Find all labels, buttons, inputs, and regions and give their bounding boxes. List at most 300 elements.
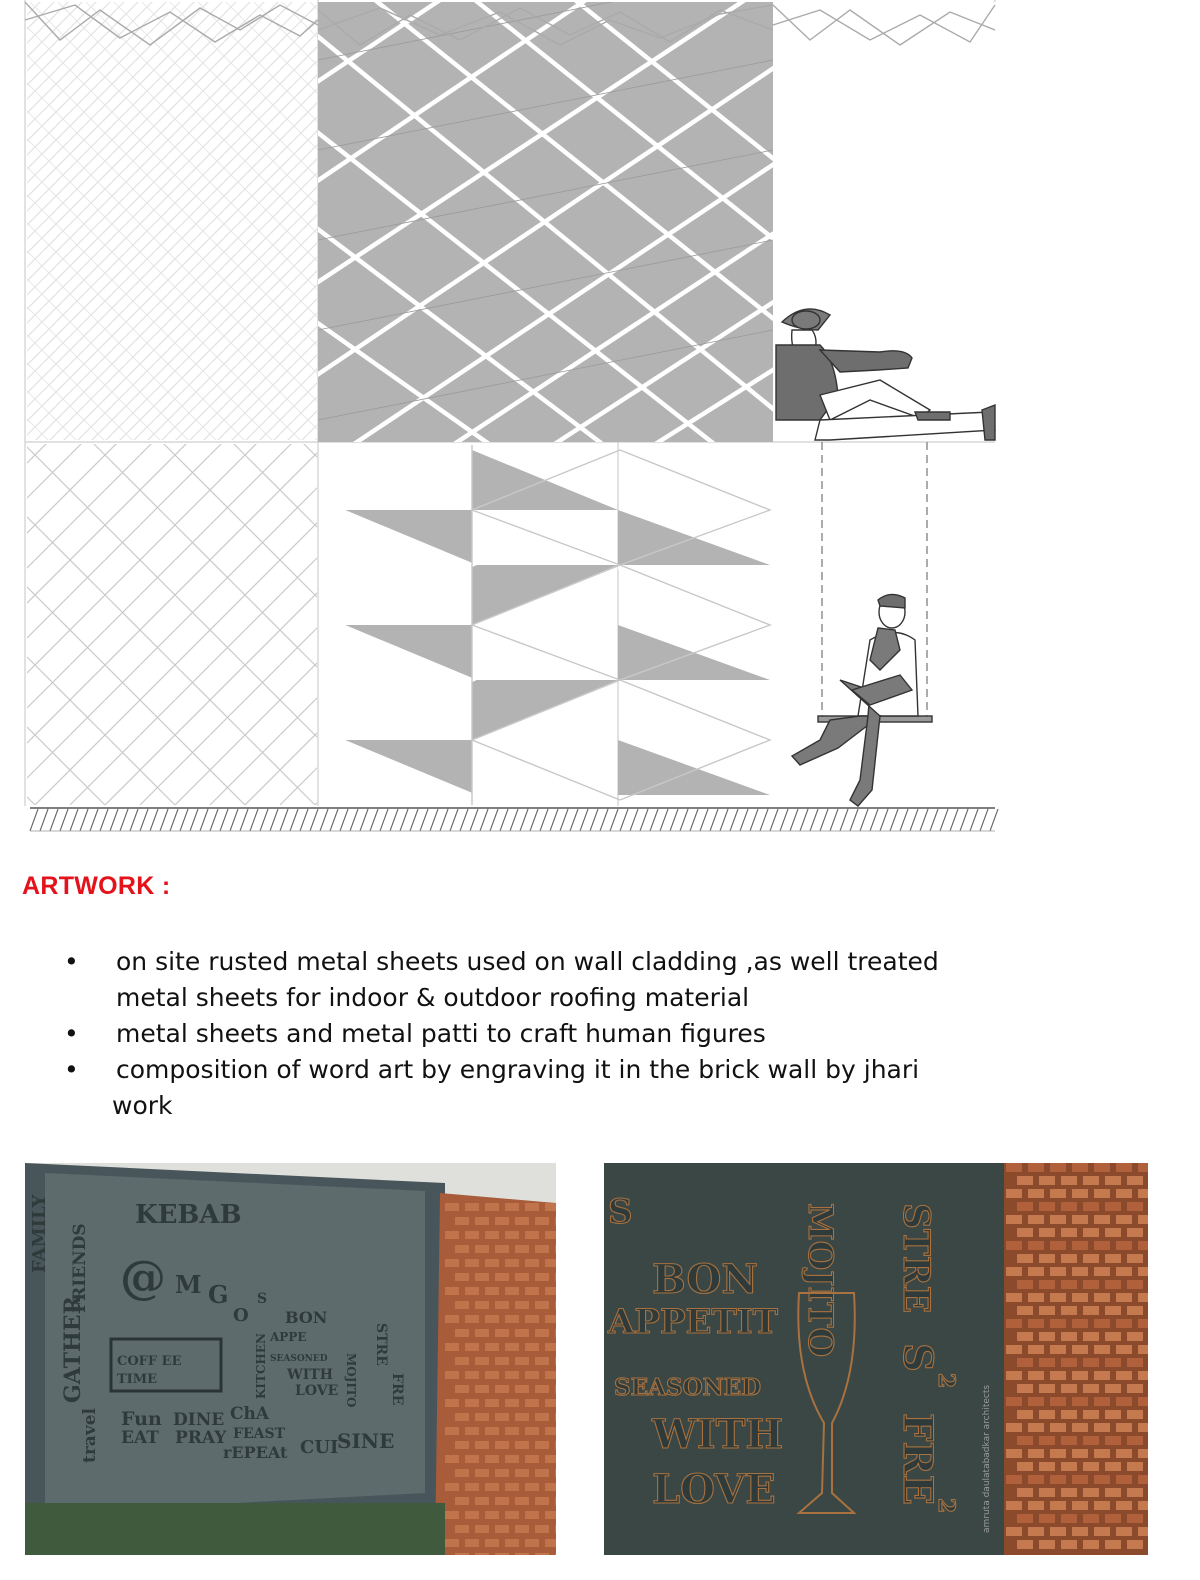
- brick: [515, 1553, 529, 1555]
- brick: [525, 1427, 539, 1435]
- brick: [495, 1301, 509, 1309]
- brick: [1094, 1371, 1110, 1380]
- brick: [455, 1469, 469, 1477]
- brick: [515, 1217, 529, 1225]
- brick: [1072, 1371, 1088, 1380]
- swinging-man-figure: [792, 594, 932, 806]
- brick: [1116, 1163, 1132, 1172]
- brick: [1039, 1358, 1055, 1367]
- brick: [1028, 1319, 1044, 1328]
- brick: [485, 1231, 499, 1239]
- brick: [1061, 1488, 1077, 1497]
- brick: [1061, 1436, 1077, 1445]
- brick: [1050, 1501, 1066, 1510]
- word-love: LOVE: [295, 1383, 339, 1399]
- word-cui: CUI: [300, 1437, 339, 1458]
- brick: [1105, 1306, 1121, 1315]
- brick: [1050, 1293, 1066, 1302]
- brick: [525, 1315, 539, 1323]
- brick: [1061, 1514, 1077, 1523]
- brick: [1094, 1267, 1110, 1276]
- brick: [1050, 1449, 1066, 1458]
- brick: [475, 1329, 489, 1337]
- brick: [485, 1315, 499, 1323]
- brick: [555, 1245, 556, 1253]
- brick: [505, 1203, 519, 1211]
- word-m: M: [175, 1270, 202, 1299]
- bullet-list: [60, 944, 1140, 1124]
- brick: [1039, 1410, 1055, 1419]
- brick: [465, 1203, 479, 1211]
- brick: [1094, 1189, 1110, 1198]
- brick: [1138, 1163, 1148, 1172]
- brick: [525, 1203, 539, 1211]
- word-with: WITH: [652, 1411, 784, 1458]
- brick: [455, 1329, 469, 1337]
- brick: [1094, 1501, 1110, 1510]
- word-fun: Fun: [121, 1408, 162, 1430]
- brick: [485, 1539, 499, 1547]
- brick: [1006, 1163, 1022, 1172]
- brick: [1116, 1423, 1132, 1432]
- brick: [1072, 1241, 1088, 1250]
- word-love: LOVE: [652, 1466, 776, 1513]
- brick: [1127, 1280, 1143, 1289]
- brick: [1127, 1462, 1143, 1471]
- word-time: TIME: [117, 1372, 158, 1387]
- brick: [465, 1511, 479, 1519]
- brick: [535, 1497, 549, 1505]
- brick: [525, 1343, 539, 1351]
- brick: [545, 1427, 556, 1435]
- brick: [455, 1553, 469, 1555]
- brick: [1061, 1202, 1077, 1211]
- seated-man-hat-figure: [776, 309, 995, 440]
- brick: [1028, 1397, 1044, 1406]
- word-fre: FRE: [389, 1373, 405, 1406]
- brick: [1017, 1514, 1033, 1523]
- brick: [1105, 1202, 1121, 1211]
- brick: [485, 1511, 499, 1519]
- brick: [1072, 1475, 1088, 1484]
- brick: [1083, 1540, 1099, 1549]
- brick: [485, 1343, 499, 1351]
- brick: [515, 1357, 529, 1365]
- brick: [555, 1217, 556, 1225]
- word-o: O: [233, 1305, 249, 1326]
- brick: [515, 1329, 529, 1337]
- brick: [545, 1343, 556, 1351]
- brick: [535, 1385, 549, 1393]
- brick: [1017, 1540, 1033, 1549]
- word-seasoned: SEASONED: [614, 1374, 762, 1401]
- brick: [535, 1469, 549, 1477]
- brick: [1017, 1280, 1033, 1289]
- brick: [1105, 1384, 1121, 1393]
- brick: [1105, 1228, 1121, 1237]
- brick: [1061, 1410, 1077, 1419]
- word-superscript-a: 2: [933, 1373, 959, 1389]
- word-s-mid: S: [894, 1343, 941, 1372]
- brick: [1050, 1241, 1066, 1250]
- brick: [505, 1315, 519, 1323]
- word-appe: APPE: [270, 1330, 307, 1344]
- brick: [465, 1371, 479, 1379]
- brick: [1105, 1514, 1121, 1523]
- word-mojito: MOJITO: [344, 1353, 358, 1408]
- brick: [1094, 1241, 1110, 1250]
- brick: [485, 1259, 499, 1267]
- brick: [1094, 1319, 1110, 1328]
- brick: [495, 1441, 509, 1449]
- brick: [1094, 1345, 1110, 1354]
- brick: [455, 1441, 469, 1449]
- brick: [1127, 1436, 1143, 1445]
- herringbone-panel-large: [27, 444, 317, 805]
- word-coffee: COFF EE: [117, 1354, 182, 1369]
- brick: [475, 1357, 489, 1365]
- brick: [1127, 1176, 1143, 1185]
- bullet-symbol: •: [64, 947, 79, 976]
- brick: [475, 1497, 489, 1505]
- brick: [1072, 1215, 1088, 1224]
- brick: [1127, 1306, 1143, 1315]
- word-seasoned: SEASONED: [270, 1354, 328, 1364]
- brick: [1050, 1397, 1066, 1406]
- brick: [1072, 1501, 1088, 1510]
- brick: [1094, 1475, 1110, 1484]
- brick: [1094, 1163, 1110, 1172]
- brick: [1105, 1540, 1121, 1549]
- brick: [455, 1273, 469, 1281]
- brick: [1061, 1254, 1077, 1263]
- brick: [1006, 1501, 1022, 1510]
- brick: [1127, 1202, 1143, 1211]
- brick: [505, 1259, 519, 1267]
- brick: [545, 1259, 556, 1267]
- brick: [1039, 1306, 1055, 1315]
- brick: [1017, 1358, 1033, 1367]
- brick: [1006, 1449, 1022, 1458]
- brick: [1127, 1410, 1143, 1419]
- brick: [505, 1539, 519, 1547]
- brick: [445, 1511, 459, 1519]
- brick: [525, 1399, 539, 1407]
- brick: [1006, 1241, 1022, 1250]
- brick: [465, 1539, 479, 1547]
- brick: [455, 1497, 469, 1505]
- brick: [1083, 1384, 1099, 1393]
- brick: [1028, 1475, 1044, 1484]
- brick: [1017, 1202, 1033, 1211]
- brick: [445, 1539, 459, 1547]
- brick: [1105, 1280, 1121, 1289]
- photo-word-art-wall: [25, 1163, 556, 1555]
- word-s: S: [257, 1291, 268, 1307]
- brick: [465, 1231, 479, 1239]
- brick: [1061, 1540, 1077, 1549]
- bullet-symbol: •: [64, 1019, 79, 1048]
- bullet-text: on site rusted metal sheets used on wall cladding ,as well treated: [116, 947, 939, 976]
- word-stre: STRE: [373, 1323, 389, 1366]
- brick: [555, 1329, 556, 1337]
- brick: [1083, 1332, 1099, 1341]
- brick: [475, 1273, 489, 1281]
- brick: [1083, 1410, 1099, 1419]
- brick: [535, 1553, 549, 1555]
- brick: [1017, 1332, 1033, 1341]
- word-sine: SINE: [337, 1429, 395, 1453]
- word-at: @: [120, 1250, 166, 1304]
- brick: [1083, 1358, 1099, 1367]
- brick: [1017, 1488, 1033, 1497]
- brick: [495, 1525, 509, 1533]
- word-superscript-b: 2: [933, 1498, 959, 1514]
- brick: [1127, 1384, 1143, 1393]
- brick: [535, 1413, 549, 1421]
- brick: [535, 1441, 549, 1449]
- brick: [1050, 1345, 1066, 1354]
- brick: [1028, 1345, 1044, 1354]
- brick: [1039, 1254, 1055, 1263]
- brick: [545, 1483, 556, 1491]
- brick: [1138, 1267, 1148, 1276]
- word-bon: BON: [285, 1308, 328, 1327]
- brick: [1017, 1436, 1033, 1445]
- brick: [505, 1511, 519, 1519]
- brick: [1006, 1319, 1022, 1328]
- brick: [475, 1553, 489, 1555]
- word-fre: FRE: [894, 1413, 941, 1506]
- brick: [1138, 1319, 1148, 1328]
- brick: [525, 1371, 539, 1379]
- brick: [535, 1525, 549, 1533]
- brick: [505, 1231, 519, 1239]
- brick: [515, 1469, 529, 1477]
- brick: [455, 1245, 469, 1253]
- brick: [545, 1315, 556, 1323]
- word-pray: PRAY: [175, 1428, 227, 1448]
- brick: [445, 1427, 459, 1435]
- brick: [485, 1483, 499, 1491]
- bullet-item: [60, 944, 1140, 1016]
- brick: [465, 1259, 479, 1267]
- brick: [545, 1203, 556, 1211]
- brick: [545, 1287, 556, 1295]
- brick: [505, 1455, 519, 1463]
- brick: [445, 1483, 459, 1491]
- brick: [1072, 1397, 1088, 1406]
- brick: [525, 1259, 539, 1267]
- brick: [1061, 1176, 1077, 1185]
- word-eat: EAT: [121, 1428, 159, 1448]
- brick: [1006, 1215, 1022, 1224]
- brick: [1028, 1267, 1044, 1276]
- brick: [475, 1525, 489, 1533]
- brick: [1105, 1176, 1121, 1185]
- word-bon: BON: [652, 1256, 758, 1303]
- brick: [1061, 1384, 1077, 1393]
- brick: [455, 1357, 469, 1365]
- brick: [1061, 1280, 1077, 1289]
- brick: [1017, 1462, 1033, 1471]
- brick: [545, 1539, 556, 1547]
- bullet-text: metal sheets and metal patti to craft human figures: [116, 1019, 766, 1048]
- word-cha: ChA: [230, 1404, 270, 1424]
- brick: [1083, 1514, 1099, 1523]
- brick: [1116, 1215, 1132, 1224]
- brick: [495, 1497, 509, 1505]
- brick: [445, 1259, 459, 1267]
- brick: [1138, 1397, 1148, 1406]
- brick: [1105, 1410, 1121, 1419]
- brick: [465, 1455, 479, 1463]
- brick: [1028, 1215, 1044, 1224]
- word-friends: FRIENDS: [70, 1223, 90, 1313]
- brick: [1028, 1189, 1044, 1198]
- brick: [1072, 1449, 1088, 1458]
- word-travel: travel: [80, 1408, 100, 1463]
- brick: [1105, 1254, 1121, 1263]
- brick: [1006, 1189, 1022, 1198]
- brick: [485, 1371, 499, 1379]
- brick: [1083, 1176, 1099, 1185]
- brick: [1138, 1293, 1148, 1302]
- brick: [1072, 1189, 1088, 1198]
- brick: [1116, 1527, 1132, 1536]
- triangle-pattern-panel: [340, 445, 770, 805]
- brick: [1072, 1267, 1088, 1276]
- brick: [1039, 1384, 1055, 1393]
- brick: [1028, 1293, 1044, 1302]
- brick: [445, 1315, 459, 1323]
- word-feast: FEAST: [233, 1426, 286, 1442]
- brick: [1138, 1241, 1148, 1250]
- brick: [1083, 1280, 1099, 1289]
- brick: [1127, 1358, 1143, 1367]
- brick: [555, 1553, 556, 1555]
- brick: [1116, 1449, 1132, 1458]
- ground-hatch: [30, 808, 998, 831]
- brick: [555, 1469, 556, 1477]
- brick: [1127, 1540, 1143, 1549]
- watermark-credit: amruta daulatabadkar architects: [982, 1384, 992, 1533]
- bullet-symbol: •: [64, 1055, 79, 1084]
- brick: [1017, 1306, 1033, 1315]
- brick: [1116, 1475, 1132, 1484]
- brick: [1127, 1488, 1143, 1497]
- brick: [1094, 1527, 1110, 1536]
- brick: [1094, 1397, 1110, 1406]
- brick: [1083, 1462, 1099, 1471]
- brick: [445, 1399, 459, 1407]
- brick: [1050, 1319, 1066, 1328]
- brick: [1006, 1293, 1022, 1302]
- brick: [1050, 1423, 1066, 1432]
- brick: [485, 1427, 499, 1435]
- brick: [1116, 1267, 1132, 1276]
- brick: [475, 1385, 489, 1393]
- brick: [1072, 1345, 1088, 1354]
- brick: [455, 1217, 469, 1225]
- brick: [455, 1301, 469, 1309]
- brick: [445, 1287, 459, 1295]
- brick: [485, 1455, 499, 1463]
- brick: [545, 1231, 556, 1239]
- brick: [525, 1231, 539, 1239]
- brick: [1105, 1462, 1121, 1471]
- bullet-text-cont: metal sheets for indoor & outdoor roofing material: [116, 983, 750, 1012]
- brick: [1039, 1488, 1055, 1497]
- bullet-item: [60, 1016, 1140, 1052]
- brick: [1138, 1501, 1148, 1510]
- brick: [1072, 1293, 1088, 1302]
- brick: [1105, 1436, 1121, 1445]
- brick: [505, 1427, 519, 1435]
- brick: [515, 1497, 529, 1505]
- brick: [1039, 1540, 1055, 1549]
- brick: [1083, 1306, 1099, 1315]
- brick: [505, 1399, 519, 1407]
- brick: [1094, 1423, 1110, 1432]
- brick: [1127, 1332, 1143, 1341]
- brick: [495, 1217, 509, 1225]
- brick: [1017, 1254, 1033, 1263]
- brick: [475, 1245, 489, 1253]
- brick: [525, 1511, 539, 1519]
- brick: [1028, 1371, 1044, 1380]
- brick: [1116, 1501, 1132, 1510]
- brick: [1138, 1189, 1148, 1198]
- brick: [515, 1301, 529, 1309]
- brick: [1072, 1423, 1088, 1432]
- word-stre: STRE: [895, 1203, 937, 1314]
- brick: [1072, 1163, 1088, 1172]
- brick: [555, 1385, 556, 1393]
- brick: [505, 1483, 519, 1491]
- brick: [535, 1329, 549, 1337]
- brick: [1039, 1228, 1055, 1237]
- brick: [1050, 1475, 1066, 1484]
- photo-word-art-closeup: [604, 1163, 1148, 1555]
- brick: [1017, 1410, 1033, 1419]
- brick: [1105, 1332, 1121, 1341]
- brick: [505, 1343, 519, 1351]
- brick: [1061, 1462, 1077, 1471]
- brick: [455, 1525, 469, 1533]
- brick: [495, 1245, 509, 1253]
- brick: [555, 1301, 556, 1309]
- brick: [1006, 1345, 1022, 1354]
- brick: [1116, 1345, 1132, 1354]
- brick: [1050, 1267, 1066, 1276]
- brick: [495, 1273, 509, 1281]
- brick: [1039, 1202, 1055, 1211]
- brick: [465, 1287, 479, 1295]
- bullet-text: composition of word art by engraving it in the brick wall by jhari: [116, 1055, 920, 1084]
- brick: [1061, 1332, 1077, 1341]
- brick: [515, 1441, 529, 1449]
- word-gather: GATHER: [60, 1296, 86, 1403]
- brick: [1028, 1163, 1044, 1172]
- brick: [535, 1217, 549, 1225]
- brick: [1083, 1488, 1099, 1497]
- brick: [525, 1287, 539, 1295]
- brick: [455, 1413, 469, 1421]
- brick: [555, 1413, 556, 1421]
- brick: [555, 1525, 556, 1533]
- brick: [1138, 1215, 1148, 1224]
